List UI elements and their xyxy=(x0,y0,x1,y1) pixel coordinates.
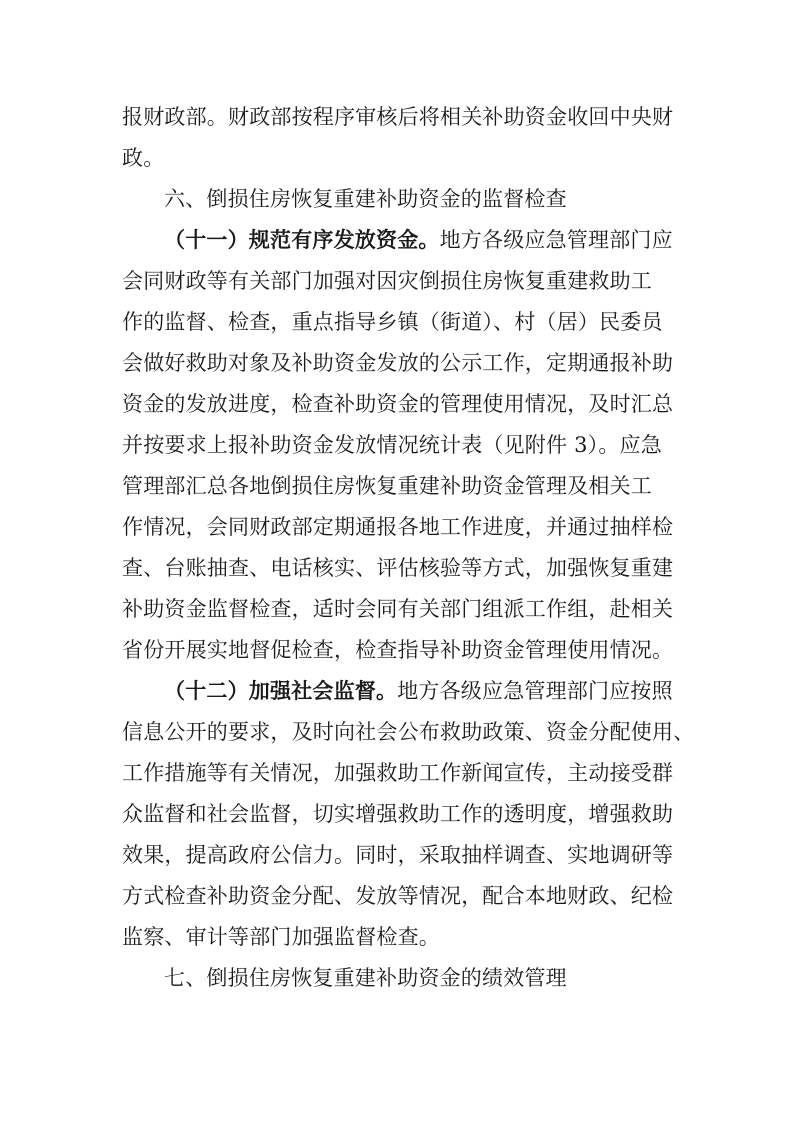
text-line: 监察、审计等部门加强监督检查。 xyxy=(122,925,440,949)
text-line: 会做好救助对象及补助资金发放的公示工作，定期通报补助 xyxy=(122,351,674,375)
text-line: 作的监督、检查，重点指导乡镇（街道）、村（居）民委员 xyxy=(122,310,663,334)
text-line: 补助资金监督检查，适时会同有关部门组派工作组，赴相关 xyxy=(122,597,674,621)
text-run: 地方各级应急管理部门应 xyxy=(439,228,673,252)
text-line: 作情况，会同财政部定期通报各地工作进度，并通过抽样检 xyxy=(122,515,674,539)
text-line: 报财政部。财政部按程序审核后将相关补助资金收回中央财 xyxy=(122,105,674,129)
section-heading: 六、倒损住房恢复重建补助资金的监督检查 xyxy=(164,187,567,211)
text-run: 地方各级应急管理部门应按照 xyxy=(397,679,673,703)
text-line: 效果，提高政府公信力。同时，采取抽样调查、实地调研等 xyxy=(122,843,674,867)
text-line: 政。 xyxy=(122,146,165,170)
text-line: 并按要求上报补助资金发放情况统计表（见附件 3）。应急 xyxy=(122,433,662,457)
paragraph-heading: （十一）规范有序发放资金。 xyxy=(164,228,440,252)
text-line: 信息公开的要求，及时向社会公布救助政策、资金分配使用、 xyxy=(122,720,695,744)
text-line: 会同财政等有关部门加强对因灾倒损住房恢复重建救助工 xyxy=(122,269,652,293)
paragraph-start xyxy=(164,677,673,705)
paragraph-heading: （十二）加强社会监督。 xyxy=(164,679,398,703)
text-line: 工作措施等有关情况，加强救助工作新闻宣传，主动接受群 xyxy=(122,761,674,785)
text-line: 查、台账抽查、电话核实、评估核验等方式，加强恢复重建 xyxy=(122,556,674,580)
paragraph-start xyxy=(164,226,673,254)
text-line: 方式检查补助资金分配、发放等情况，配合本地财政、纪检 xyxy=(122,884,674,908)
text-line: 众监督和社会监督，切实增强救助工作的透明度，增强救助 xyxy=(122,802,674,826)
text-line: 资金的发放进度，检查补助资金的管理使用情况，及时汇总 xyxy=(122,392,674,416)
text-line: 省份开展实地督促检查，检查指导补助资金管理使用情况。 xyxy=(122,638,674,662)
section-heading: 七、倒损住房恢复重建补助资金的绩效管理 xyxy=(164,966,567,990)
text-line: 管理部汇总各地倒损住房恢复重建补助资金管理及相关工 xyxy=(122,474,652,498)
